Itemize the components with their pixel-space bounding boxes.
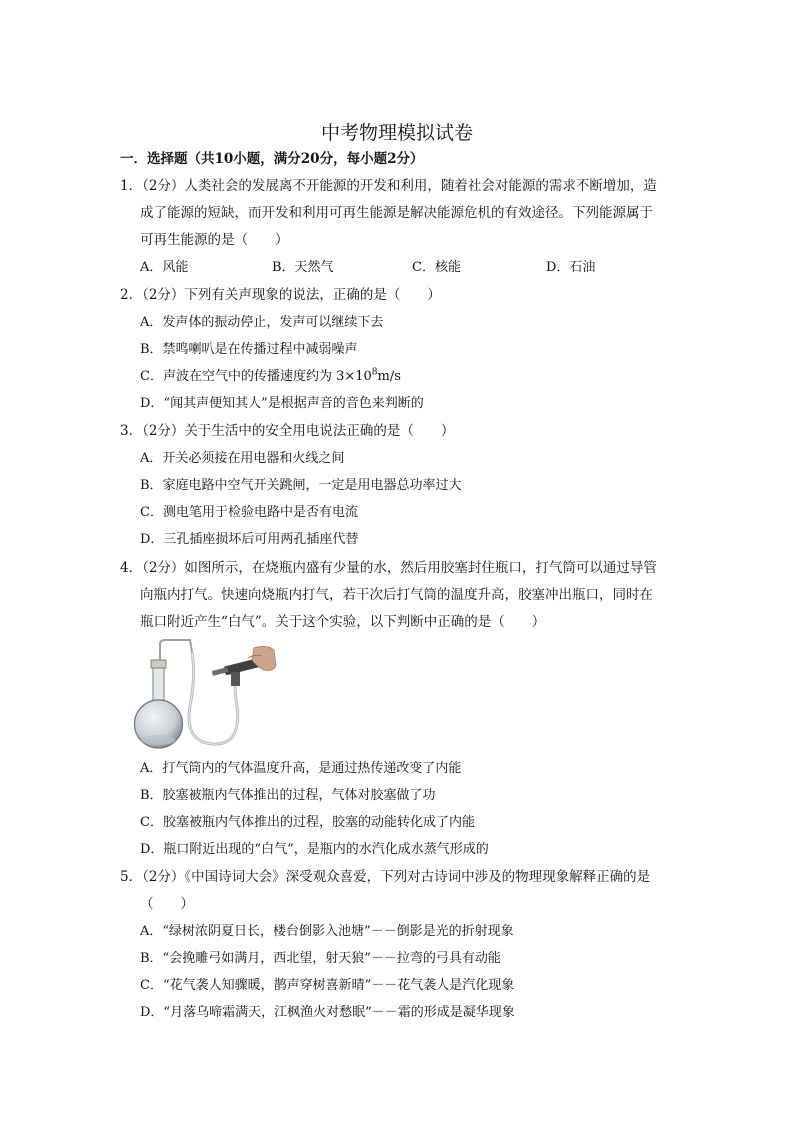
q2-option-a: A．发声体的振动停止，发声可以继续下去 bbox=[140, 315, 384, 330]
q1-option-a: A．风能 bbox=[140, 260, 189, 275]
q2-option-b: B．禁鸣喇叭是在传播过程中减弱噪声 bbox=[140, 342, 358, 357]
q1-line2: 成了能源的短缺，而开发和利用可再生能源是解决能源危机的有效途径。下列能源属于 bbox=[140, 205, 653, 221]
q4-line2: 向瓶内打气。快速向烧瓶内打气，若干次后打气筒的温度升高，胶塞冲出瓶口，同时在 bbox=[140, 587, 653, 603]
q5-option-b: B．“会挽雕弓如满月，西北望，射天狼”－－拉弯的弓具有动能 bbox=[140, 951, 501, 966]
rubber-stopper bbox=[151, 660, 166, 668]
q1-line3: 可再生能源的是（ ） bbox=[140, 232, 289, 248]
q4-option-a: A．打气筒内的气体温度升高，是通过热传递改变了内能 bbox=[140, 761, 462, 776]
q3-stem: 3．（2分）关于生活中的安全用电说法正确的是（ ） bbox=[120, 423, 455, 439]
section-heading: 一．选择题（共10小题，满分20分，每小题2分） bbox=[120, 151, 424, 167]
q2-option-c: C．声波在空气中的传播速度约为 $3\times 10^8m/s$ bbox=[140, 367, 401, 384]
q1-line1: 1．（2分）人类社会的发展离不开能源的开发和利用，随着社会对能源的需求不断增加，造 bbox=[120, 178, 657, 194]
q4-option-b: B．胶塞被瓶内气体推出的过程，气体对胶塞做了功 bbox=[140, 788, 436, 803]
q3-option-b: B．家庭电路中空气开关跳闸，一定是用电器总功率过大 bbox=[140, 478, 462, 493]
q4-line3: 瓶口附近产生“白气”。关于这个实验，以下判断中正确的是（ ） bbox=[140, 614, 546, 630]
q1-option-b: B．天然气 bbox=[272, 260, 334, 275]
glass-tube bbox=[160, 640, 192, 661]
q5-line2: （ ） bbox=[140, 896, 194, 912]
q4-line1: 4．（2分）如图所示，在烧瓶内盛有少量的水，然后用胶塞封住瓶口，打气筒可以通过导管 bbox=[120, 560, 657, 576]
q4-option-d: D．瓶口附近出现的“白气”，是瓶内的水汽化成水蒸气形成的 bbox=[140, 842, 489, 857]
q3-option-d: D．三孔插座损坏后可用两孔插座代替 bbox=[140, 532, 359, 547]
q4-option-c: C．胶塞被瓶内气体推出的过程，胶塞的动能转化成了内能 bbox=[140, 815, 475, 830]
flask-pump-figure bbox=[132, 636, 277, 751]
page-title: 中考物理模拟试卷 bbox=[320, 122, 473, 144]
q5-option-c: C．“花气袭人知骤暖，鹊声穿树喜新晴”－－花气袭人是汽化现象 bbox=[140, 978, 515, 993]
q2-option-d: D．“闻其声便知其人”是根据声音的音色来判断的 bbox=[140, 396, 424, 411]
q5-option-a: A．“绿树浓阴夏日长，楼台倒影入池塘”－－倒影是光的折射现象 bbox=[140, 924, 514, 939]
q3-option-c: C．测电笔用于检验电路中是否有电流 bbox=[140, 505, 358, 520]
q5-line1: 5．（2分）《中国诗词大会》深受观众喜爱，下列对古诗词中涉及的物理现象解释正确的是 bbox=[120, 869, 651, 885]
pump-connector bbox=[231, 672, 240, 686]
q3-option-a: A．开关必须接在用电器和火线之间 bbox=[140, 451, 345, 466]
flask-water bbox=[142, 735, 176, 745]
q1-option-c: C．核能 bbox=[412, 260, 461, 275]
flask-neck bbox=[153, 666, 164, 700]
q2-stem: 2．（2分）下列有关声现象的说法，正确的是（ ） bbox=[120, 287, 441, 303]
q5-option-d: D．“月落乌啼霜满天，江枫渔火对愁眠”－－霜的形成是凝华现象 bbox=[140, 1005, 515, 1020]
q1-option-d: D．石油 bbox=[546, 260, 596, 275]
